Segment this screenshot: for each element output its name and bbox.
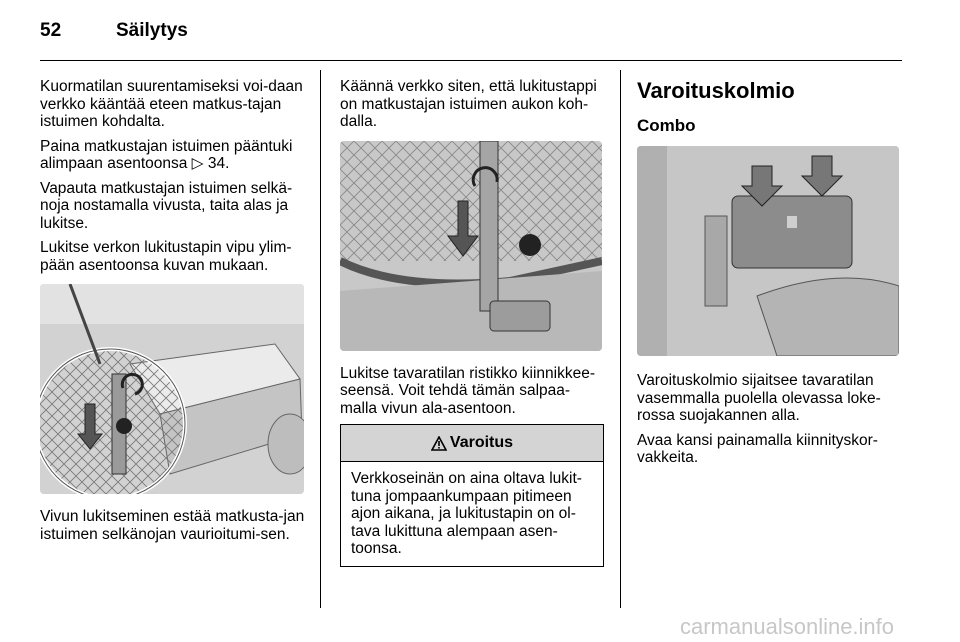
subsection-heading: Combo <box>637 116 696 135</box>
net-lock-drawing <box>340 141 602 351</box>
paragraph-text: Paina matkustajan istuimen pääntuki alimpaan asentoonsa <box>40 137 293 172</box>
seat-lever-drawing <box>40 284 304 494</box>
trunk-compartment-drawing <box>637 146 899 356</box>
figure-caption: Vivun lukitseminen estää matkusta-jan istuimen selkänojan vaurioitumi-sen. <box>40 508 305 543</box>
seat-lever-illustration <box>40 284 304 494</box>
column-divider-1 <box>320 70 321 608</box>
chapter-title: Säilytys <box>116 20 188 41</box>
watermark: carmanualsonline.info <box>680 614 895 639</box>
section-heading: Varoituskolmio <box>637 78 795 103</box>
column-divider-2 <box>620 70 621 608</box>
page-header <box>40 20 188 42</box>
paragraph: Vapauta matkustajan istuimen selkä-noja nostamalla vivusta, taita alas ja lukitse. <box>40 179 293 232</box>
net-lock-illustration <box>340 141 602 351</box>
page-reference: 34. <box>207 155 230 172</box>
warning-title: Varoitus <box>449 434 514 452</box>
warning-triangle-compartment-illustration <box>637 146 899 356</box>
page-reference-arrow-icon: ▷ <box>191 155 204 172</box>
warning-text: Verkkoseinän on aina oltava lukit-tuna jompaankumpaan pitimeen ajon aikana, ja lukitustapin on ol-tava lukittuna alempaan asen-toonsa. <box>351 470 582 557</box>
paragraph: Avaa kansi painamalla kiinnityskor-vakkeita. <box>637 431 878 466</box>
paragraph: Lukitse tavaratilan ristikko kiinnikkee-seensä. Voit tehdä tämän salpaa-malla vivun ala-asentoon. <box>340 364 595 417</box>
paragraph: Kuormatilan suurentamiseksi voi-daan verkko kääntää eteen matkus-tajan istuimen kohdalta. <box>40 78 303 130</box>
paragraph: Käännä verkko siten, että lukitustappi on matkustajan istuimen aukon koh-dalla. <box>340 78 597 130</box>
column-1 <box>40 78 308 550</box>
paragraph <box>40 138 308 173</box>
column-2 <box>340 78 604 567</box>
warning-header <box>341 425 603 462</box>
paragraph: Varoituskolmio sijaitsee tavaratilan vasemmalla puolella olevassa loke-rossa suojakannen alla. <box>637 372 881 424</box>
header-rule <box>40 60 902 61</box>
warning-box <box>340 424 604 567</box>
warning-triangle-icon <box>431 436 447 451</box>
page-number: 52 <box>40 20 62 41</box>
paragraph: Lukitse verkon lukitustapin vipu ylim-pään asentoonsa kuvan mukaan. <box>40 239 292 274</box>
column-3 <box>637 78 901 474</box>
